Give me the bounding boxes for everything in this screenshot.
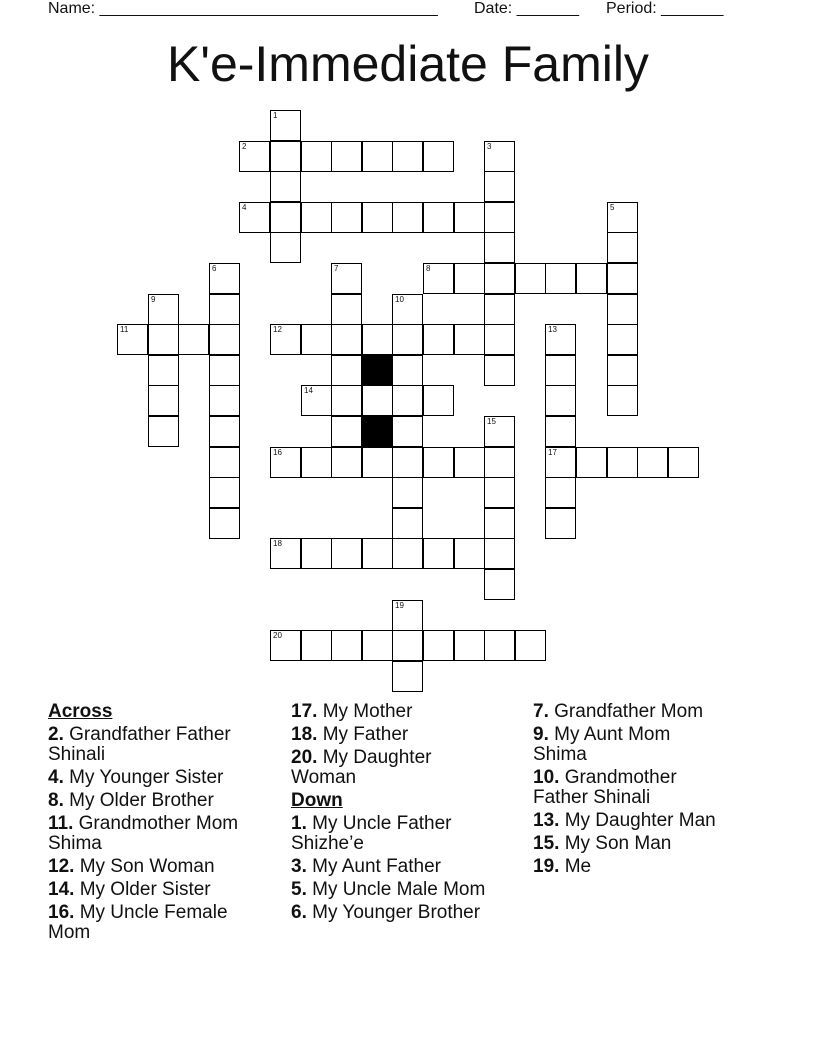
grid-cell[interactable] [209,294,240,325]
grid-cell[interactable] [392,141,423,172]
grid-cell[interactable] [148,385,179,416]
grid-cell[interactable] [301,141,332,172]
grid-cell[interactable] [607,447,638,478]
clue-down-9: 9. My Aunt Mom Shima [533,724,671,765]
grid-cell[interactable] [209,324,240,355]
cell-number: 13 [548,325,557,334]
grid-cell[interactable] [270,202,301,233]
grid-cell[interactable] [454,263,485,294]
grid-cell[interactable] [484,447,515,478]
cell-number: 3 [487,142,492,151]
cell-number: 18 [273,539,282,548]
grid-cell[interactable] [148,355,179,386]
grid-cell[interactable] [607,324,638,355]
grid-cell[interactable] [117,324,148,355]
grid-cell[interactable] [331,202,362,233]
down-heading: Down [291,790,343,811]
grid-cell[interactable] [423,202,454,233]
clue-across-8: 8. My Older Brother [48,790,214,811]
clue-down-3: 3. My Aunt Father [291,856,441,877]
grid-cell[interactable] [392,294,423,325]
page-title: K'e-Immediate Family [167,36,649,92]
grid-cell[interactable] [392,416,423,447]
grid-cell[interactable] [270,538,301,569]
clue-down-19: 19. Me [533,856,592,877]
grid-cell[interactable] [209,447,240,478]
clue-across-12: 12. My Son Woman [48,856,215,877]
grid-cell[interactable] [362,630,393,661]
cell-number: 1 [273,111,278,120]
cell-number: 7 [334,264,339,273]
grid-cell[interactable] [331,630,362,661]
grid-cell[interactable] [270,171,301,202]
grid-cell[interactable] [331,385,362,416]
grid-cell[interactable] [545,447,576,478]
grid-cell[interactable] [423,630,454,661]
clues-column-3 [533,702,753,880]
grid-cell[interactable] [270,630,301,661]
grid-cell[interactable] [392,508,423,539]
grid-cell[interactable] [362,385,393,416]
grid-cell[interactable] [607,355,638,386]
grid-cell[interactable] [148,324,179,355]
clue-across-16: 16. My Uncle Female Mom [48,902,228,943]
grid-cell[interactable] [209,355,240,386]
grid-cell[interactable] [484,416,515,447]
grid-cell[interactable] [484,569,515,600]
clue-across-20: 20. My Daughter Woman [291,747,432,788]
clue-across-2: 2. Grandfather Father Shinali [48,724,231,765]
grid-cell[interactable] [392,202,423,233]
clue-down-10: 10. Grandmother Father Shinali [533,767,677,808]
black-square [362,355,393,386]
grid-cell[interactable] [392,661,423,692]
grid-cell[interactable] [209,416,240,447]
grid-cell[interactable] [423,385,454,416]
clue-down-13: 13. My Daughter Man [533,810,716,831]
grid-cell[interactable] [484,630,515,661]
grid-cell[interactable] [392,355,423,386]
grid-cell[interactable] [270,110,301,141]
grid-cell[interactable] [484,294,515,325]
clue-across-17: 17. My Mother [291,701,413,722]
grid-cell[interactable] [545,355,576,386]
grid-cell[interactable] [148,294,179,325]
clues-column-2 [291,702,511,926]
clue-down-1: 1. My Uncle Father Shizhe’e [291,813,452,854]
clue-down-15: 15. My Son Man [533,833,672,854]
grid-cell[interactable] [607,232,638,263]
grid-cell[interactable] [392,385,423,416]
cell-number: 4 [242,203,247,212]
grid-cell[interactable] [607,385,638,416]
grid-cell[interactable] [270,324,301,355]
cell-number: 10 [395,295,404,304]
grid-cell[interactable] [392,477,423,508]
grid-cell[interactable] [301,630,332,661]
grid-cell[interactable] [423,324,454,355]
cell-number: 6 [212,264,217,273]
grid-cell[interactable] [331,416,362,447]
grid-cell[interactable] [484,538,515,569]
clue-across-11: 11. Grandmother Mom Shima [48,813,239,854]
clue-across-14: 14. My Older Sister [48,879,211,900]
grid-cell[interactable] [331,294,362,325]
grid-cell[interactable] [362,447,393,478]
cell-number: 2 [242,142,247,151]
grid-cell[interactable] [423,538,454,569]
grid-cell[interactable] [637,447,668,478]
grid-cell[interactable] [301,538,332,569]
grid-cell[interactable] [362,324,393,355]
grid-cell[interactable] [484,202,515,233]
grid-cell[interactable] [270,232,301,263]
grid-cell[interactable] [545,508,576,539]
grid-cell[interactable] [545,263,576,294]
across-heading: Across [48,701,113,722]
grid-cell[interactable] [301,385,332,416]
grid-cell[interactable] [331,263,362,294]
grid-cell[interactable] [331,538,362,569]
cell-number: 20 [273,631,282,640]
grid-cell[interactable] [362,202,393,233]
grid-cell[interactable] [454,538,485,569]
grid-cell[interactable] [484,263,515,294]
grid-cell[interactable] [515,263,546,294]
cell-number: 11 [120,325,129,334]
grid-cell[interactable] [484,508,515,539]
grid-cell[interactable] [392,324,423,355]
grid-cell[interactable] [301,202,332,233]
cell-number: 16 [273,448,282,457]
grid-cell[interactable] [178,324,209,355]
grid-cell[interactable] [545,477,576,508]
grid-cell[interactable] [270,447,301,478]
grid-cell[interactable] [209,508,240,539]
cell-number: 9 [151,295,156,304]
grid-cell[interactable] [301,447,332,478]
grid-cell[interactable] [484,141,515,172]
grid-cell[interactable] [392,538,423,569]
grid-cell[interactable] [454,447,485,478]
grid-cell[interactable] [423,141,454,172]
black-square [362,416,393,447]
grid-cell[interactable] [209,263,240,294]
cell-number: 8 [426,264,431,273]
grid-cell[interactable] [331,141,362,172]
cell-number: 14 [304,386,313,395]
clue-down-5: 5. My Uncle Male Mom [291,879,486,900]
grid-cell[interactable] [515,630,546,661]
grid-cell[interactable] [209,385,240,416]
clue-across-18: 18. My Father [291,724,409,745]
grid-cell[interactable] [239,141,270,172]
grid-cell[interactable] [392,600,423,631]
grid-cell[interactable] [545,324,576,355]
clues-column-1 [48,702,258,946]
grid-cell[interactable] [576,263,607,294]
cell-number: 19 [395,601,404,610]
grid-cell[interactable] [301,324,332,355]
grid-cell[interactable] [331,324,362,355]
period-field[interactable]: Period: _______ [606,0,724,17]
grid-cell[interactable] [607,202,638,233]
grid-cell[interactable] [362,141,393,172]
grid-cell[interactable] [423,447,454,478]
grid-cell[interactable] [607,294,638,325]
grid-cell[interactable] [545,385,576,416]
cell-number: 12 [273,325,282,334]
grid-cell[interactable] [484,355,515,386]
clue-down-6: 6. My Younger Brother [291,902,481,923]
clue-down-7: 7. Grandfather Mom [533,701,704,722]
grid-cell[interactable] [668,447,699,478]
grid-cell[interactable] [362,538,393,569]
cell-number: 15 [487,417,496,426]
grid-cell[interactable] [484,324,515,355]
grid-cell[interactable] [148,416,179,447]
grid-cell[interactable] [270,141,301,172]
grid-cell[interactable] [484,477,515,508]
clue-across-4: 4. My Younger Sister [48,767,224,788]
grid-cell[interactable] [454,202,485,233]
grid-cell[interactable] [454,324,485,355]
cell-number: 17 [548,448,557,457]
grid-cell[interactable] [331,355,362,386]
grid-cell[interactable] [331,447,362,478]
grid-cell[interactable] [545,416,576,447]
grid-cell[interactable] [392,630,423,661]
grid-cell[interactable] [423,263,454,294]
grid-cell[interactable] [484,232,515,263]
date-field[interactable]: Date: _______ [474,0,579,17]
grid-cell[interactable] [607,263,638,294]
grid-cell[interactable] [209,477,240,508]
grid-cell[interactable] [484,171,515,202]
grid-cell[interactable] [239,202,270,233]
grid-cell[interactable] [392,447,423,478]
cell-number: 5 [610,203,615,212]
grid-cell[interactable] [576,447,607,478]
name-field[interactable]: Name: ______________________________________ [48,0,438,17]
grid-cell[interactable] [454,630,485,661]
